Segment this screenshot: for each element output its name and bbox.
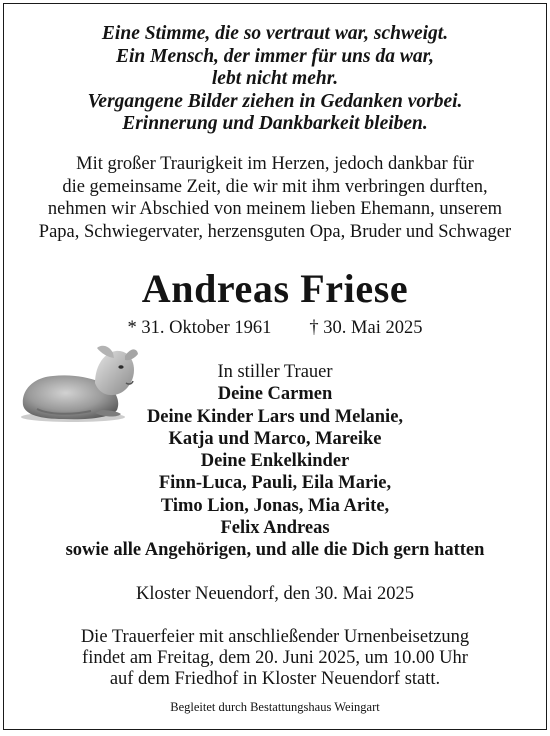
place-and-date: Kloster Neuendorf, den 30. Mai 2025 <box>136 584 414 604</box>
poem-line: Erinnerung und Dankbarkeit bleiben. <box>122 113 428 134</box>
mourners-list <box>4 361 546 562</box>
mourner-line: Timo Lion, Jonas, Mia Arite, <box>160 495 390 516</box>
mourner-line: Finn-Luca, Pauli, Eila Marie, <box>158 473 392 494</box>
death-date: † 30. Mai 2025 <box>309 318 423 338</box>
poem-line: Eine Stimme, die so vertraut war, schweigt. <box>101 23 449 44</box>
poem-line: lebt nicht mehr. <box>211 68 339 89</box>
mourners-heading: In stiller Trauer <box>217 362 333 382</box>
poem-line: Vergangene Bilder ziehen in Gedanken vorbei. <box>87 90 463 112</box>
life-dates <box>4 317 546 339</box>
mourner-line: Katja und Marco, Mareike <box>168 428 382 449</box>
mourner-line: Deine Carmen <box>217 384 333 405</box>
intro-line: Papa, Schwiegervater, herzensguten Opa, Bruder und Schwager <box>38 221 512 242</box>
service-line: Die Trauerfeier mit anschließender Urnenbeisetzung <box>80 627 470 647</box>
mourner-line: Felix Andreas <box>220 518 330 539</box>
intro-line: nehmen wir Abschied von meinem lieben Ehemann, unserem <box>47 199 503 220</box>
funeral-service-info <box>4 627 546 690</box>
intro-line: die gemeinsame Zeit, die wir mit ihm verbringen durften, <box>62 176 488 197</box>
obituary-notice <box>3 3 547 730</box>
deceased-name: Andreas Friese <box>141 266 409 311</box>
memorial-poem <box>4 23 546 136</box>
mourner-line: Deine Enkelkinder <box>200 451 350 472</box>
intro-text <box>4 153 546 243</box>
intro-line: Mit großer Traurigkeit im Herzen, jedoch dankbar für <box>76 154 474 174</box>
mourner-line: Deine Kinder Lars und Melanie, <box>146 406 404 427</box>
poem-line: Ein Mensch, der immer für uns da war, <box>115 45 435 67</box>
service-line: auf dem Friedhof in Kloster Neuendorf statt. <box>109 669 441 689</box>
birth-date: * 31. Oktober 1961 <box>127 318 272 338</box>
service-line: findet am Freitag, dem 20. Juni 2025, um 10.00 Uhr <box>82 648 468 668</box>
mourner-line: sowie alle Angehörigen, und alle die Dich gern hatten <box>65 540 485 561</box>
funeral-home-credit: Begleitet durch Bestattungshaus Weingart <box>170 700 380 714</box>
